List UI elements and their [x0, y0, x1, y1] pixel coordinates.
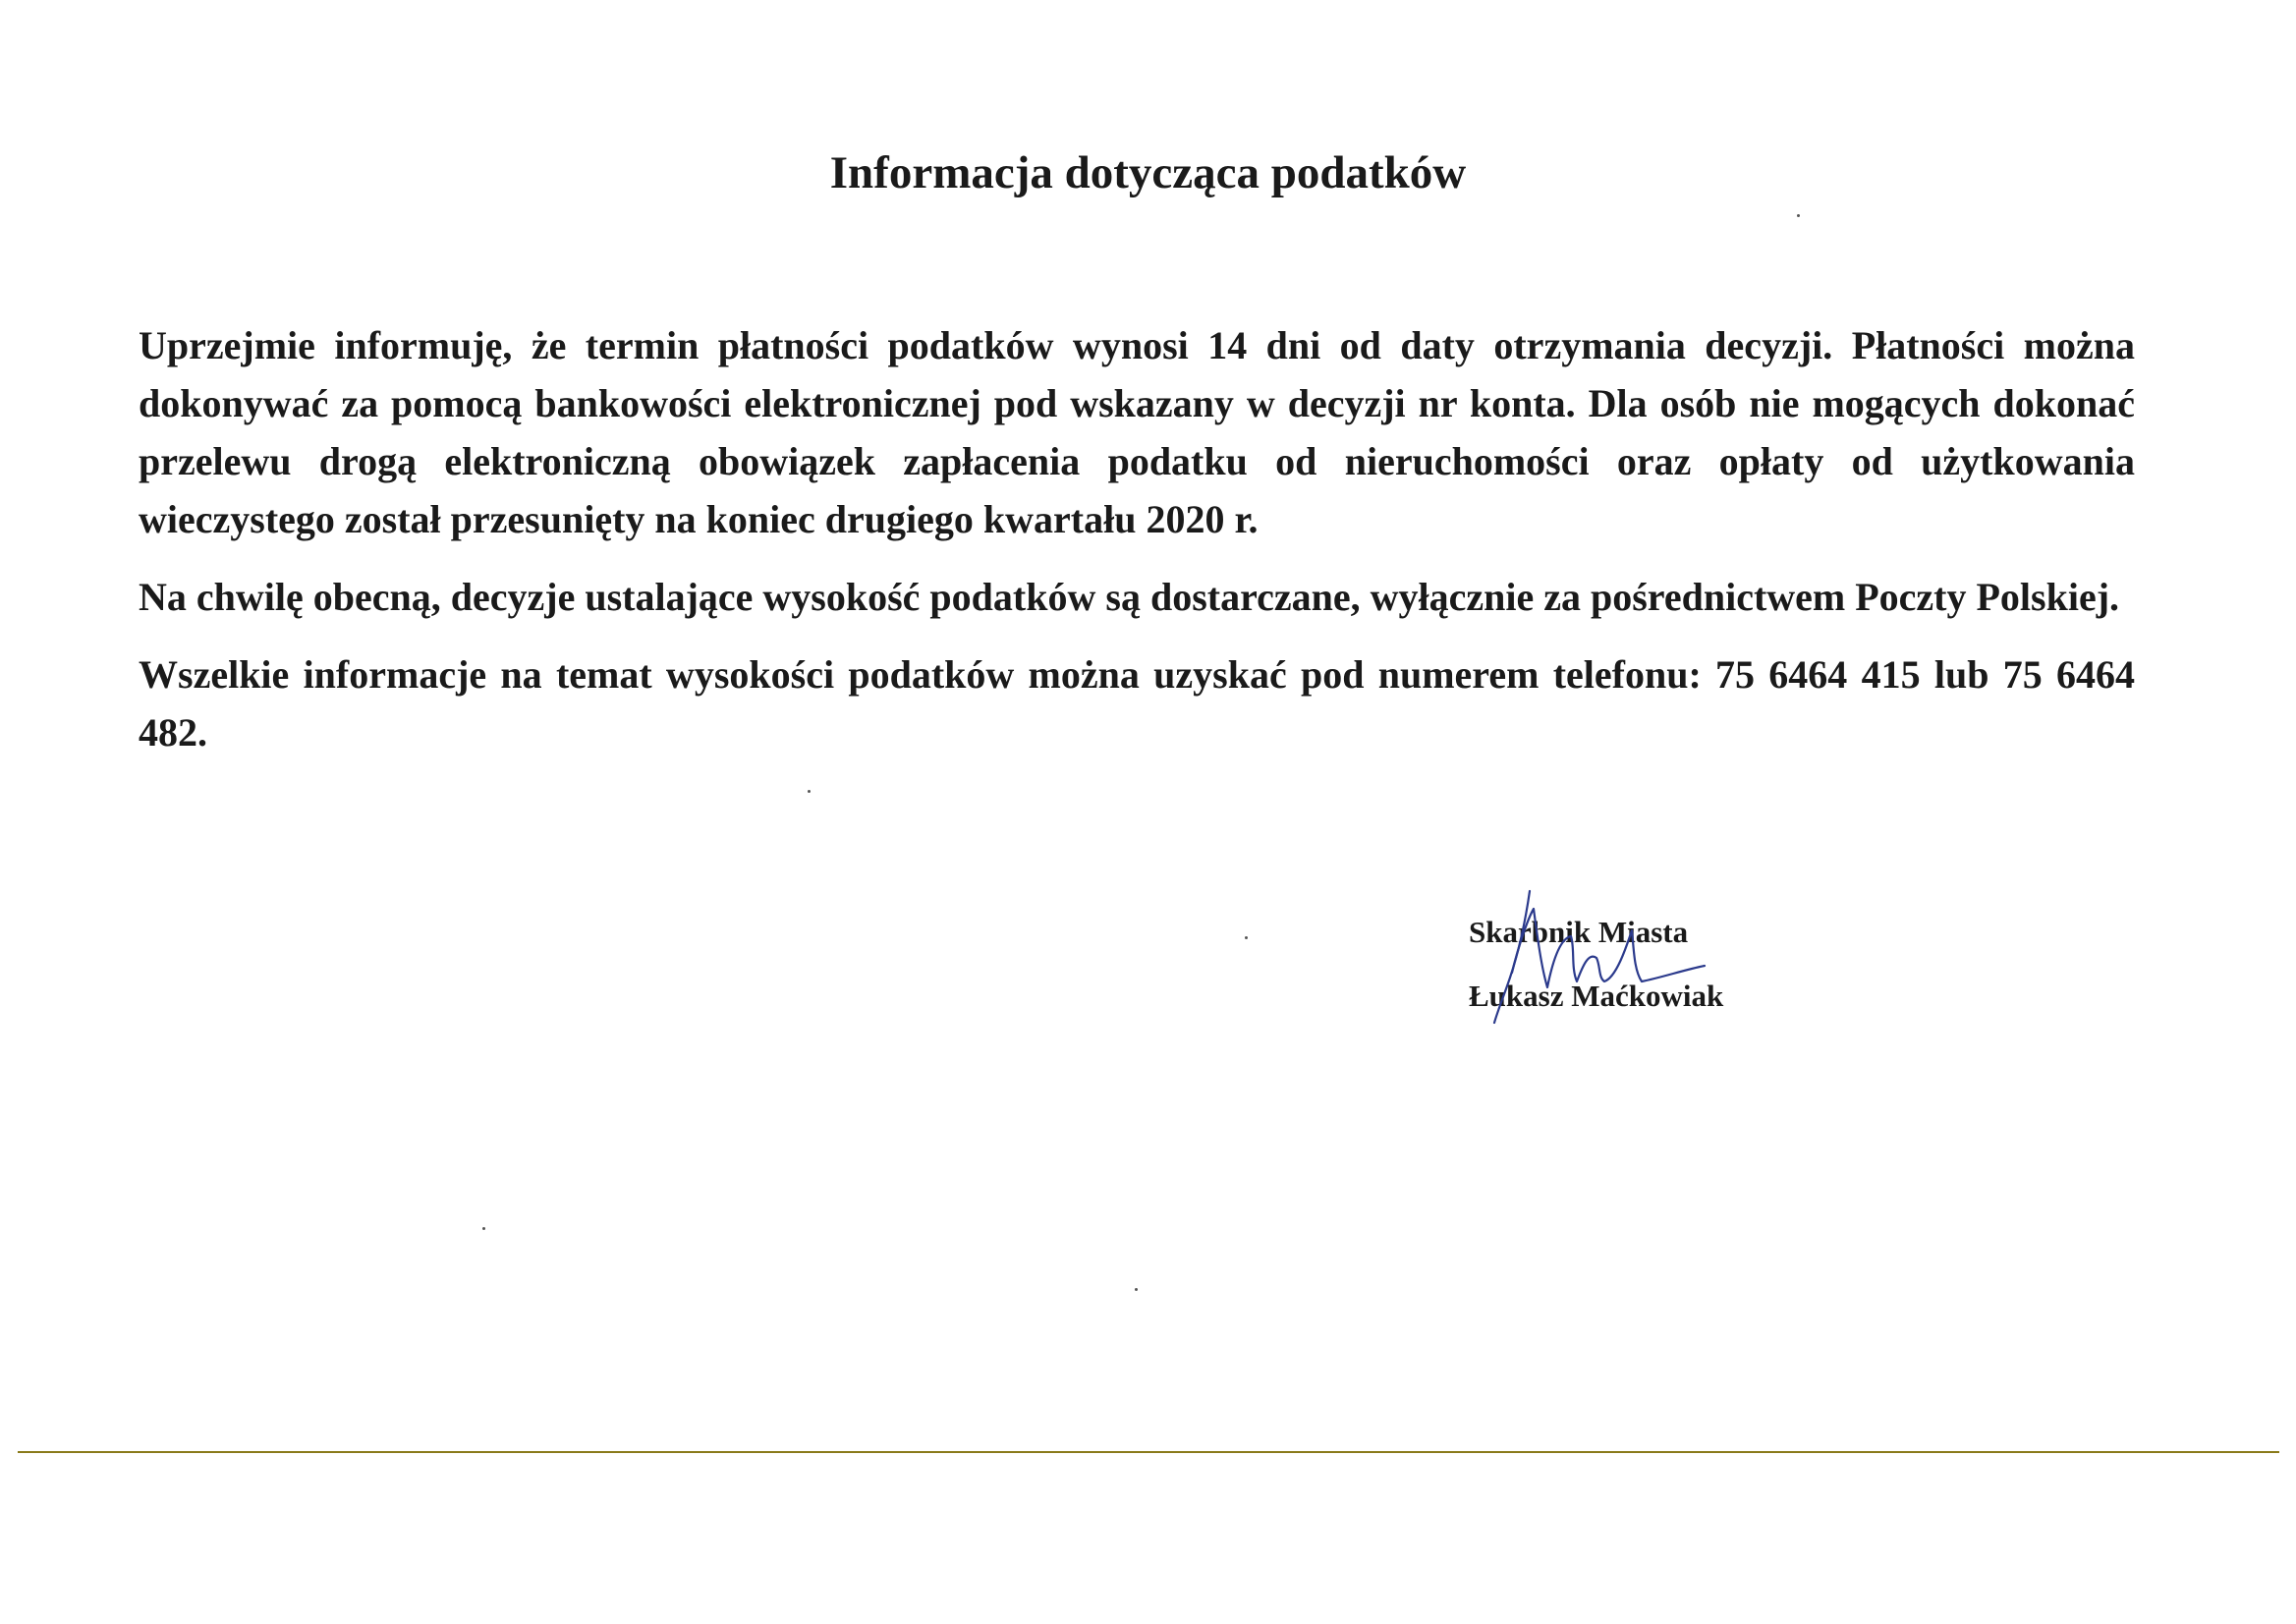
document-title: Informacja dotycząca podatków: [829, 147, 1467, 198]
scan-speck: [1245, 936, 1248, 939]
scan-speck: [1135, 1288, 1138, 1291]
signature-name: Łukasz Maćkowiak: [1469, 979, 1724, 1013]
paragraph-contact: Wszelkie informacje na temat wysokości podatków można uzyskać pod numerem telefonu: 75 6464 415 lub 75 6464 482.: [139, 652, 2135, 755]
document-body: [139, 316, 2135, 781]
handwritten-signature: [1469, 879, 1744, 1027]
footer-rule: [18, 1451, 2279, 1453]
paragraph-payment-deadline: Uprzejmie informuję, że termin płatności podatków wynosi 14 dni od daty otrzymania decyzji. Płatności można dokonywać za pomocą bankowości elektronicznej pod wskazany w decyzji nr konta. Dla osób nie mogących dokonać przelewu drogą elektroniczną obowiązek zapłacenia podatku od nieruchomości oraz opłaty od użytkowania wieczystego został przesunięty na koniec drugiego kwartału 2020 r.: [139, 323, 2135, 541]
scan-speck: [482, 1227, 485, 1230]
signature-role: Skarbnik Miasta: [1469, 915, 1689, 949]
scan-speck: [808, 790, 811, 793]
scan-speck: [1797, 214, 1800, 217]
paragraph-delivery: Na chwilę obecną, decyzje ustalające wysokość podatków są dostarczane, wyłącznie za pośrednictwem Poczty Polskiej.: [139, 575, 2120, 619]
